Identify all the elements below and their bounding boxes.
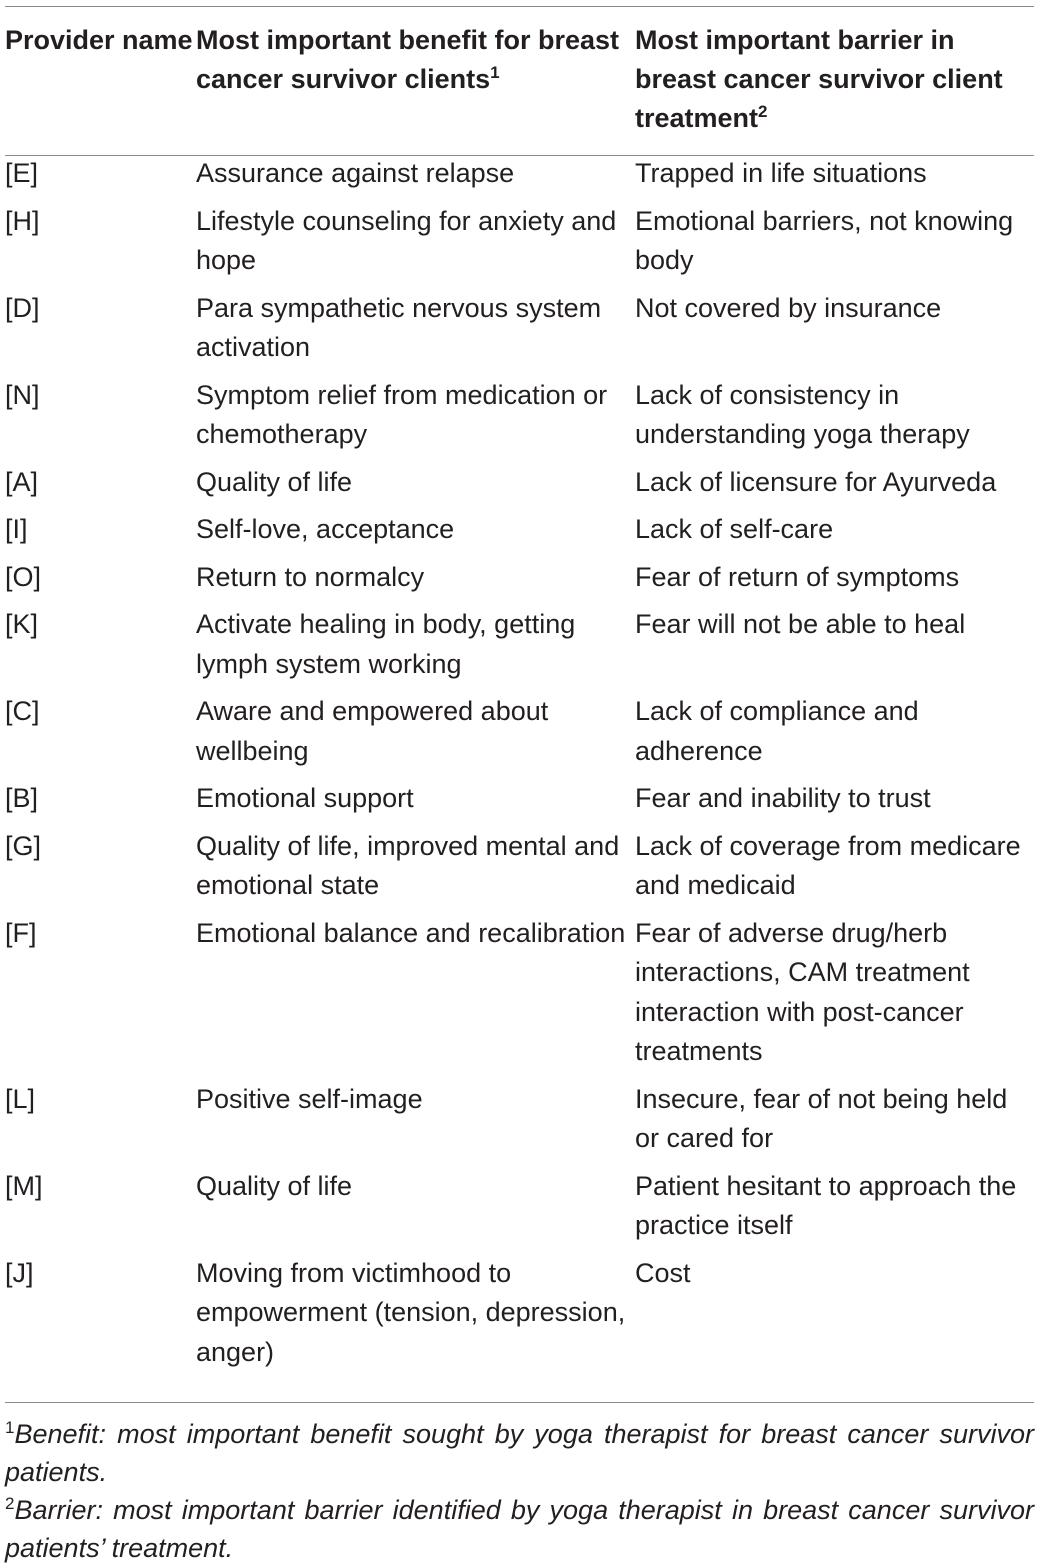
footnote-barrier xyxy=(5,1491,1034,1567)
cell-benefit: Positive self-image xyxy=(196,1083,423,1114)
cell-provider: [O] xyxy=(5,561,42,592)
cell-provider: [H] xyxy=(5,205,40,236)
cell-barrier: Fear will not be able to heal xyxy=(635,609,966,639)
cell-benefit: Emotional balance and recalibration xyxy=(196,917,626,948)
table-row xyxy=(5,914,1034,1080)
table-row xyxy=(5,827,1034,914)
header-benefit: Most important benefit for breast cancer survivor clients$^1$ xyxy=(196,25,620,94)
cell-benefit: Moving from victimhood to empowerment (tension, depression, anger) xyxy=(196,1257,626,1367)
cell-barrier: Patient hesitant to approach the practice itself xyxy=(635,1170,1017,1240)
table-row xyxy=(5,1254,1034,1381)
cell-barrier: Lack of self-care xyxy=(635,514,834,544)
cell-provider: [F] xyxy=(5,917,37,948)
cell-benefit: Quality of life, improved mental and emotional state xyxy=(196,830,620,900)
cell-barrier: Fear of return of symptoms xyxy=(635,561,960,592)
cell-barrier: Lack of consistency in understanding yoga therapy xyxy=(635,379,970,449)
benefits-barriers-table xyxy=(5,0,1034,1380)
header-barrier: Most important barrier in breast cancer survivor client treatment$^2$ xyxy=(635,25,1003,133)
cell-benefit: Aware and empowered about wellbeing xyxy=(196,696,549,766)
cell-provider: [J] xyxy=(5,1257,34,1288)
cell-provider: [G] xyxy=(5,830,42,861)
footnote-text: Benefit: most important benefit sought by yoga therapist for breast cancer survivor patients. xyxy=(5,1419,1034,1487)
footnote-marker: 1 xyxy=(5,1418,15,1437)
cell-barrier: Lack of compliance and adherence xyxy=(635,696,919,766)
cell-provider: [M] xyxy=(5,1170,43,1201)
cell-barrier: Cost xyxy=(635,1257,691,1288)
table-row xyxy=(5,510,1034,558)
table-row xyxy=(5,289,1034,376)
cell-provider: [I] xyxy=(5,514,28,544)
cell-benefit: Symptom relief from medication or chemotherapy xyxy=(196,379,608,449)
table-row xyxy=(5,1080,1034,1167)
cell-benefit: Return to normalcy xyxy=(196,561,425,592)
cell-barrier: Lack of coverage from medicare and medicaid xyxy=(635,830,1021,900)
header-row xyxy=(5,0,1034,138)
cell-provider: [D] xyxy=(5,292,40,323)
table-row xyxy=(5,1167,1034,1254)
table-row xyxy=(5,605,1034,692)
cell-benefit: Quality of life xyxy=(196,1170,353,1201)
table-row xyxy=(5,376,1034,463)
table-header xyxy=(5,0,1034,138)
footnote-text: Barrier: most important barrier identified by yoga therapist in breast cancer survivor patients’ treatment. xyxy=(5,1495,1034,1563)
cell-barrier: Not covered by insurance xyxy=(635,292,942,323)
table-row xyxy=(5,779,1034,827)
cell-provider: [B] xyxy=(5,783,39,813)
table-row xyxy=(5,463,1034,511)
cell-barrier: Fear of adverse drug/herb interactions, CAM treatment interaction with post-cancer treatments xyxy=(635,917,970,1066)
table-row xyxy=(5,692,1034,779)
table-row xyxy=(5,202,1034,289)
cell-provider: [K] xyxy=(5,609,39,639)
table-row xyxy=(5,558,1034,606)
table-row xyxy=(5,138,1034,202)
cell-benefit: Self-love, acceptance xyxy=(196,514,455,544)
header-provider-name: Provider name xyxy=(5,25,193,55)
footnote-benefit xyxy=(5,1415,1034,1491)
cell-barrier: Trapped in life situations xyxy=(635,158,927,188)
table-body xyxy=(5,138,1034,1380)
cell-barrier: Fear and inability to trust xyxy=(635,783,931,813)
cell-provider: [A] xyxy=(5,466,39,497)
cell-provider: [N] xyxy=(5,379,40,410)
cell-barrier: Insecure, fear of not being held or cared for xyxy=(635,1083,1008,1153)
cell-provider: [L] xyxy=(5,1083,36,1114)
footnote-marker: 1 xyxy=(490,63,500,82)
cell-benefit: Assurance against relapse xyxy=(196,158,515,188)
cell-benefit: Activate healing in body, getting lymph system working xyxy=(196,609,576,679)
table-footnotes xyxy=(5,1415,1034,1567)
cell-provider: [C] xyxy=(5,696,40,726)
cell-benefit: Para sympathetic nervous system activation xyxy=(196,292,602,362)
cell-benefit: Quality of life xyxy=(196,466,353,497)
footnote-marker: 2 xyxy=(758,102,768,121)
cell-barrier: Emotional barriers, not knowing body xyxy=(635,205,1014,275)
cell-benefit: Emotional support xyxy=(196,783,414,813)
table-bottom-rule xyxy=(5,1402,1034,1403)
footnote-marker: 2 xyxy=(5,1494,15,1513)
cell-provider: [E] xyxy=(5,158,39,188)
cell-benefit: Lifestyle counseling for anxiety and hope xyxy=(196,205,617,275)
cell-barrier: Lack of licensure for Ayurveda xyxy=(635,466,997,497)
